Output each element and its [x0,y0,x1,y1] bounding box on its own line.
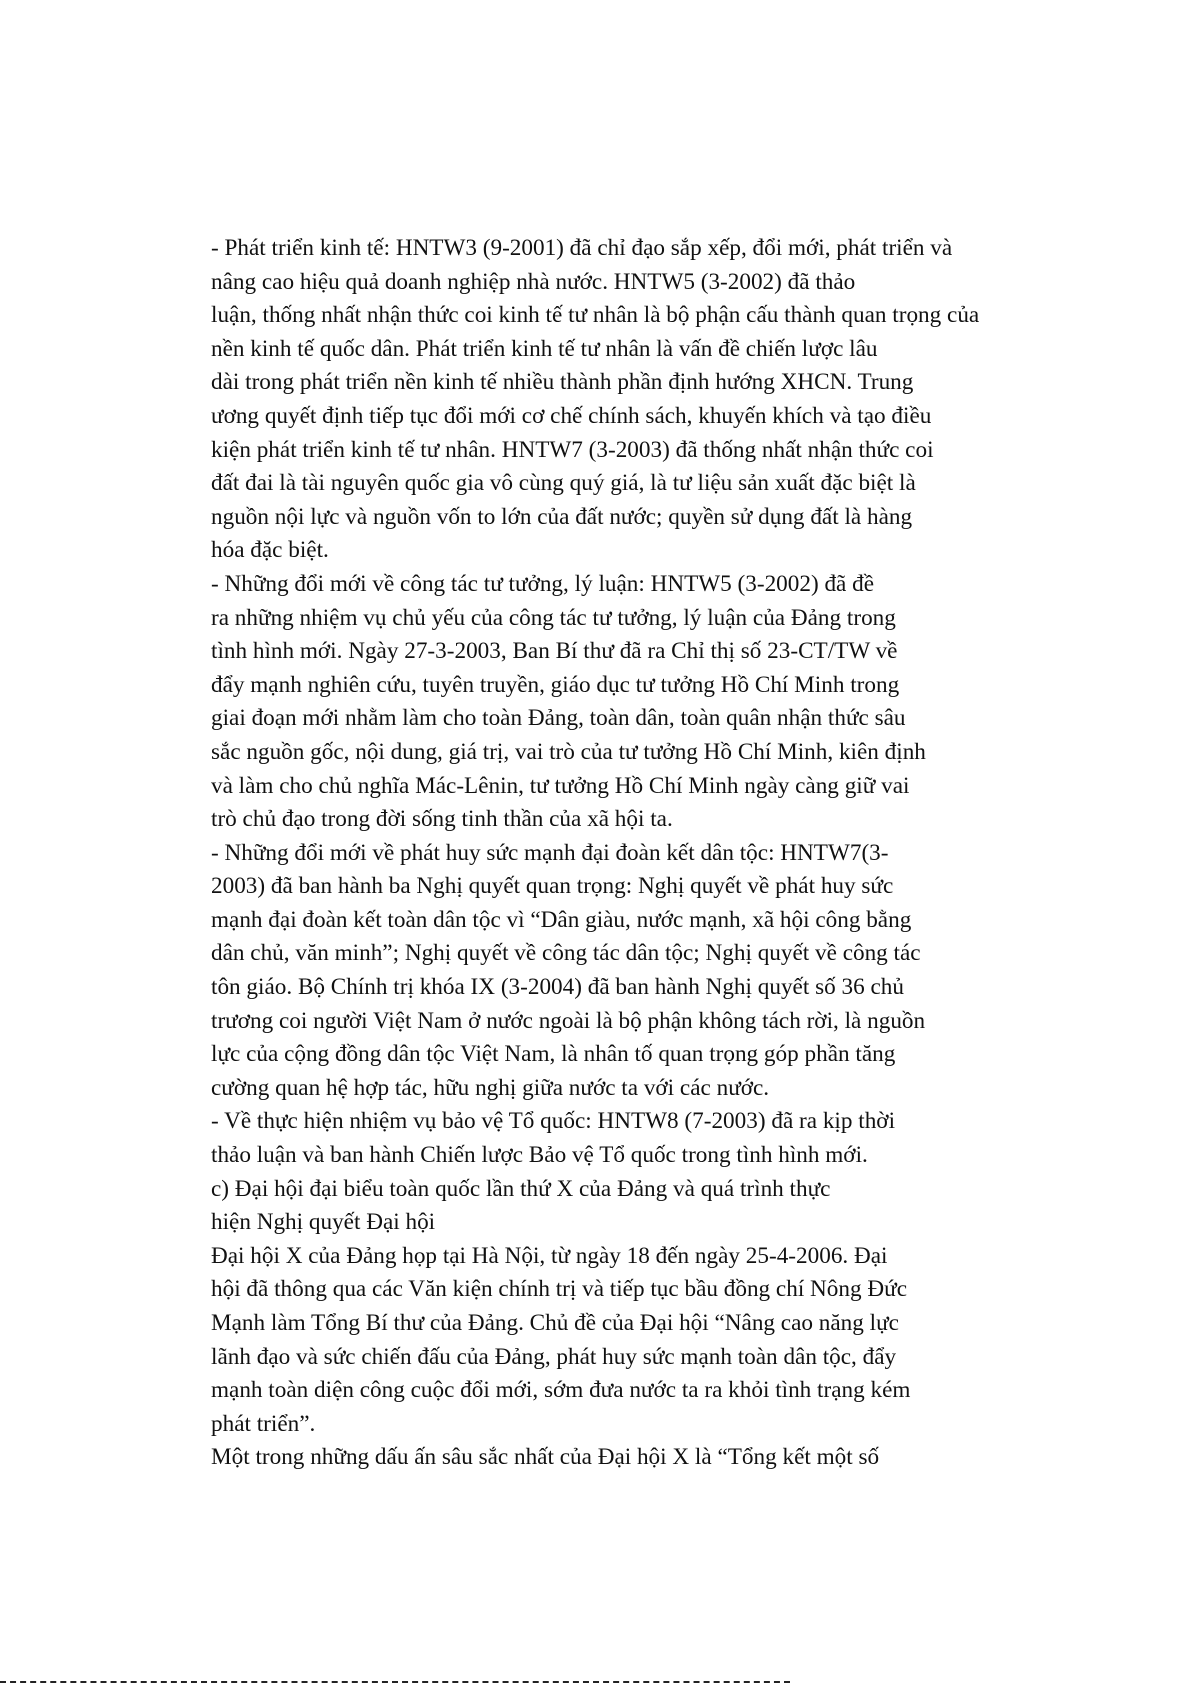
text-line-27: - Về thực hiện nhiệm vụ bảo vệ Tổ quốc: HNTW8 (7-2003) đã ra kịp thời [211,1108,896,1135]
text-line-33: Mạnh làm Tổng Bí thư của Đảng. Chủ đề của Đại hội “Nâng cao năng lực [211,1310,899,1336]
text-line-20: 2003) đã ban hành ba Nghị quyết quan trọng: Nghị quyết về phát huy sức [211,873,894,900]
text-line-36: phát triển”. [211,1410,316,1437]
text-line-2: nâng cao hiệu quả doanh nghiệp nhà nước. HNTW5 (3-2002) đã thảo [211,268,856,295]
text-line-17: và làm cho chủ nghĩa Mác-Lênin, tư tưởng Hồ Chí Minh ngày càng giữ vai [211,772,910,799]
text-line-35: mạnh toàn diện công cuộc đổi mới, sớm đưa nước ta ra khỏi tình trạng kém [211,1377,911,1404]
text-line-4: nền kinh tế quốc dân. Phát triển kinh tế tư nhân là vấn đề chiến lược lâu [211,335,878,362]
text-line-19: - Những đổi mới về phát huy sức mạnh đại đoàn kết dân tộc: HNTW7(3- [211,839,889,866]
text-line-23: tôn giáo. Bộ Chính trị khóa IX (3-2004) đã ban hành Nghị quyết số 36 chủ [211,974,904,1001]
text-line-15: giai đoạn mới nhằm làm cho toàn Đảng, toàn dân, toàn quân nhận thức sâu [211,705,906,732]
text-line-24: trương coi người Việt Nam ở nước ngoài là bộ phận không tách rời, là nguồn [211,1007,926,1034]
text-line-34: lãnh đạo và sức chiến đấu của Đảng, phát huy sức mạnh toàn dân tộc, đẩy [211,1343,897,1370]
text-line-26: cường quan hệ hợp tác, hữu nghị giữa nước ta với các nước. [211,1074,770,1101]
text-line-10: hóa đặc biệt. [211,537,329,564]
text-line-5: dài trong phát triển nền kinh tế nhiều thành phần định hướng XHCN. Trung [211,369,914,396]
text-line-29: c) Đại hội đại biểu toàn quốc lần thứ X của Đảng và quá trình thực [211,1175,831,1202]
document-body [211,232,1091,1475]
text-line-22: dân chủ, văn minh”; Nghị quyết về công tác dân tộc; Nghị quyết về công tác [211,940,921,967]
text-line-30: hiện Nghị quyết Đại hội [211,1209,436,1236]
text-line-9: nguồn nội lực và nguồn vốn to lớn của đất nước; quyền sử dụng đất là hàng [211,503,913,530]
text-line-37: Một trong những dấu ấn sâu sắc nhất của Đại hội X là “Tổng kết một số [211,1444,880,1471]
text-line-16: sắc nguồn gốc, nội dung, giá trị, vai trò của tư tưởng Hồ Chí Minh, kiên định [211,738,926,765]
text-line-14: đẩy mạnh nghiên cứu, tuyên truyền, giáo dục tư tưởng Hồ Chí Minh trong [211,671,900,698]
page-bottom-rule [0,1681,790,1683]
text-line-7: kiện phát triển kinh tế tư nhân. HNTW7 (3-2003) đã thống nhất nhận thức coi [211,436,934,463]
text-line-25: lực của cộng đồng dân tộc Việt Nam, là nhân tố quan trọng góp phần tăng [211,1041,896,1068]
text-line-8: đất đai là tài nguyên quốc gia vô cùng quý giá, là tư liệu sản xuất đặc biệt là [211,470,916,497]
text-line-6: ương quyết định tiếp tục đổi mới cơ chế chính sách, khuyến khích và tạo điều [211,402,932,429]
text-line-31: Đại hội X của Đảng họp tại Hà Nội, từ ngày 18 đến ngày 25-4-2006. Đại [211,1242,888,1269]
text-line-11: - Những đổi mới về công tác tư tưởng, lý luận: HNTW5 (3-2002) đã đề [211,570,875,597]
text-line-18: trò chủ đạo trong đời sống tinh thần của xã hội ta. [211,806,673,833]
text-line-21: mạnh đại đoàn kết toàn dân tộc vì “Dân giàu, nước mạnh, xã hội công bằng [211,906,912,933]
text-line-12: ra những nhiệm vụ chủ yếu của công tác tư tưởng, lý luận của Đảng trong [211,604,896,631]
text-line-13: tình hình mới. Ngày 27-3-2003, Ban Bí thư đã ra Chỉ thị số 23-CT/TW về [211,638,898,665]
text-line-3: luận, thống nhất nhận thức coi kinh tế tư nhân là bộ phận cấu thành quan trọng của [211,302,980,329]
text-line-1: - Phát triển kinh tế: HNTW3 (9-2001) đã chỉ đạo sắp xếp, đổi mới, phát triển và [211,235,953,261]
text-line-32: hội đã thông qua các Văn kiện chính trị và tiếp tục bầu đồng chí Nông Đức [211,1276,907,1303]
text-line-28: thảo luận và ban hành Chiến lược Bảo vệ Tổ quốc trong tình hình mới. [211,1142,868,1169]
